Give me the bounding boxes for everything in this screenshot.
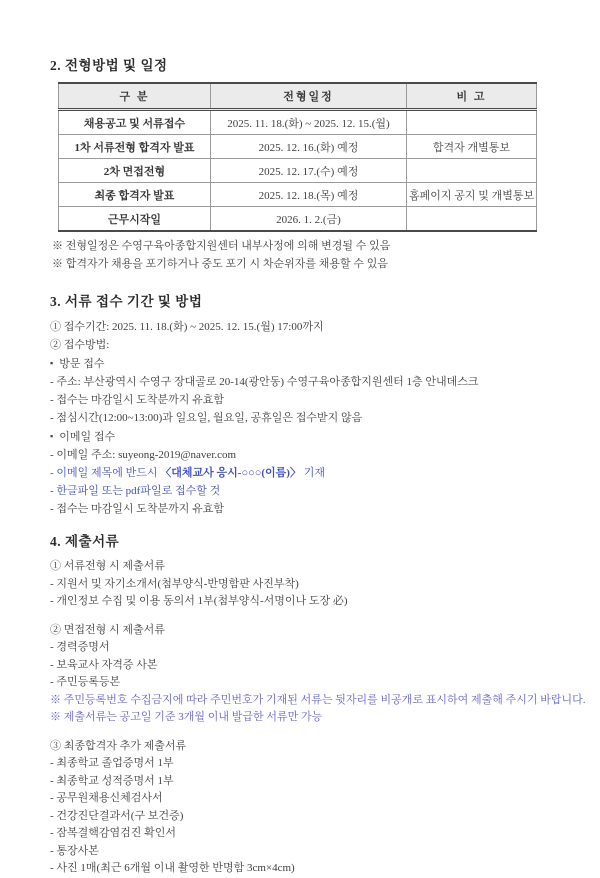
email-deadline-note: - 접수는 마감일시 도착분까지 유효함 (50, 503, 225, 515)
document-item: - 보육교사 자격증 사본 (50, 658, 158, 671)
table-row (59, 110, 537, 135)
visit-deadline-note: - 접수는 마감일시 도착분까지 유효함 (50, 394, 225, 406)
table-row (59, 135, 537, 159)
validity-note: ※ 제출서류는 공고일 기준 3개월 이내 발급한 서류만 가능 (50, 711, 323, 723)
table-row (59, 183, 537, 207)
document-item: - 지원서 및 자기소개서(첨부양식-반명함판 사진부착) (50, 577, 299, 590)
cell-category: 2차 면접전형 (59, 159, 211, 183)
cell-remark (407, 110, 537, 135)
email-subject-suffix: 기재 (300, 467, 325, 479)
header-category: 구 분 (59, 83, 211, 110)
section2-title: 2. 전형방법 및 일정 (50, 58, 168, 73)
email-subject-rule (50, 464, 560, 482)
cell-remark (407, 159, 537, 183)
table-header-row (59, 83, 537, 110)
application-period: ① 접수기간: 2025. 11. 18.(화) ~ 2025. 12. 15.(월) 17:00까지 (50, 321, 324, 333)
schedule-table (58, 82, 537, 232)
email-subject-format: 〈대체교사 응시-○○○(이름)〉 (160, 467, 301, 479)
schedule-note: ※ 전형일정은 수영구육아종합지원센터 내부사정에 의해 변경될 수 있음 (52, 240, 391, 252)
cell-schedule: 2026. 1. 2.(금) (211, 207, 407, 232)
schedule-note: ※ 합격자가 채용을 포기하거나 중도 포기 시 차순위자를 채용할 수 있음 (52, 258, 389, 270)
document-item: - 주민등록등본 (50, 676, 121, 688)
cell-remark: 홈페이지 공지 및 개별통보 (407, 183, 537, 207)
group-label: ③ 최종합격자 추가 제출서류 (50, 739, 187, 752)
document-item: - 건강진단결과서(구 보건증) (50, 809, 184, 822)
document-item: - 최종학교 성적증명서 1부 (50, 774, 174, 787)
documents-group-interview (50, 622, 586, 727)
application-method-label: ② 접수방법: (50, 339, 110, 351)
document-item: - 사진 1매(최근 6개월 이내 촬영한 반명함 3cm×4cm) (50, 862, 295, 874)
cell-schedule: 2025. 12. 16.(화) 예정 (211, 135, 407, 159)
visit-hours-note: - 점심시간(12:00~13:00)과 일요일, 월요일, 공휴일은 접수받지 않음 (50, 412, 363, 424)
document-item: - 경력증명서 (50, 641, 110, 653)
group-label: ① 서류전형 시 제출서류 (50, 560, 165, 572)
cell-schedule: 2025. 12. 17.(수) 예정 (211, 159, 407, 183)
document-item: - 최종학교 졸업증명서 1부 (50, 757, 174, 769)
section3-title: 3. 서류 접수 기간 및 방법 (50, 294, 203, 309)
document-item: - 통장사본 (50, 844, 99, 857)
square-bullet-icon: ▪ (50, 358, 54, 368)
privacy-note: ※ 주민등록번호 수집금지에 따라 주민번호가 기재된 서류는 뒷자리를 비공개로 표시하여 제출해 주시기 바랍니다. (50, 693, 586, 706)
section-selection-schedule (50, 54, 560, 273)
section-required-documents (50, 530, 586, 878)
cell-remark: 합격자 개별통보 (407, 135, 537, 159)
table-row (59, 207, 537, 232)
header-remark: 비 고 (407, 83, 537, 110)
email-label-text: 이메일 접수 (59, 431, 116, 443)
email-address: - 이메일 주소: suyeong-2019@naver.com (50, 449, 237, 461)
schedule-notes (50, 237, 560, 273)
square-bullet-icon: ▪ (50, 431, 54, 441)
document-item: - 공무원채용신체검사서 (50, 792, 163, 804)
cell-category: 근무시작일 (59, 207, 211, 232)
visit-submission-label (50, 354, 560, 373)
section4-title: 4. 제출서류 (50, 534, 120, 549)
visit-address: - 주소: 부산광역시 수영구 장대골로 20-14(광안동) 수영구육아종합지원센터 1층 안내데스크 (50, 376, 479, 388)
cell-category: 채용공고 및 서류접수 (59, 110, 211, 135)
table-row (59, 159, 537, 183)
email-subject-prefix: - 이메일 제목에 반드시 (50, 467, 161, 479)
section-application-method (50, 290, 560, 518)
cell-category: 1차 서류전형 합격자 발표 (59, 135, 211, 159)
cell-schedule: 2025. 11. 18.(화) ~ 2025. 12. 15.(월) (211, 110, 407, 135)
visit-label-text: 방문 접수 (59, 358, 105, 370)
cell-category: 최종 합격자 발표 (59, 183, 211, 207)
document-item: - 잠복결핵감염검진 확인서 (50, 827, 177, 839)
document-page (50, 54, 586, 878)
header-schedule: 전형일정 (211, 83, 407, 110)
documents-group-screening (50, 558, 560, 611)
group-label: ② 면접전형 시 제출서류 (50, 623, 165, 636)
email-file-format-rule: - 한글파일 또는 pdf파일로 접수할 것 (50, 485, 221, 497)
email-submission-label (50, 427, 560, 446)
cell-schedule: 2025. 12. 18.(목) 예정 (211, 183, 407, 207)
documents-group-final (50, 738, 560, 878)
cell-remark (407, 207, 537, 232)
document-item: - 개인정보 수집 및 이용 동의서 1부(첨부양식-서명이나 도장 必) (50, 595, 348, 607)
